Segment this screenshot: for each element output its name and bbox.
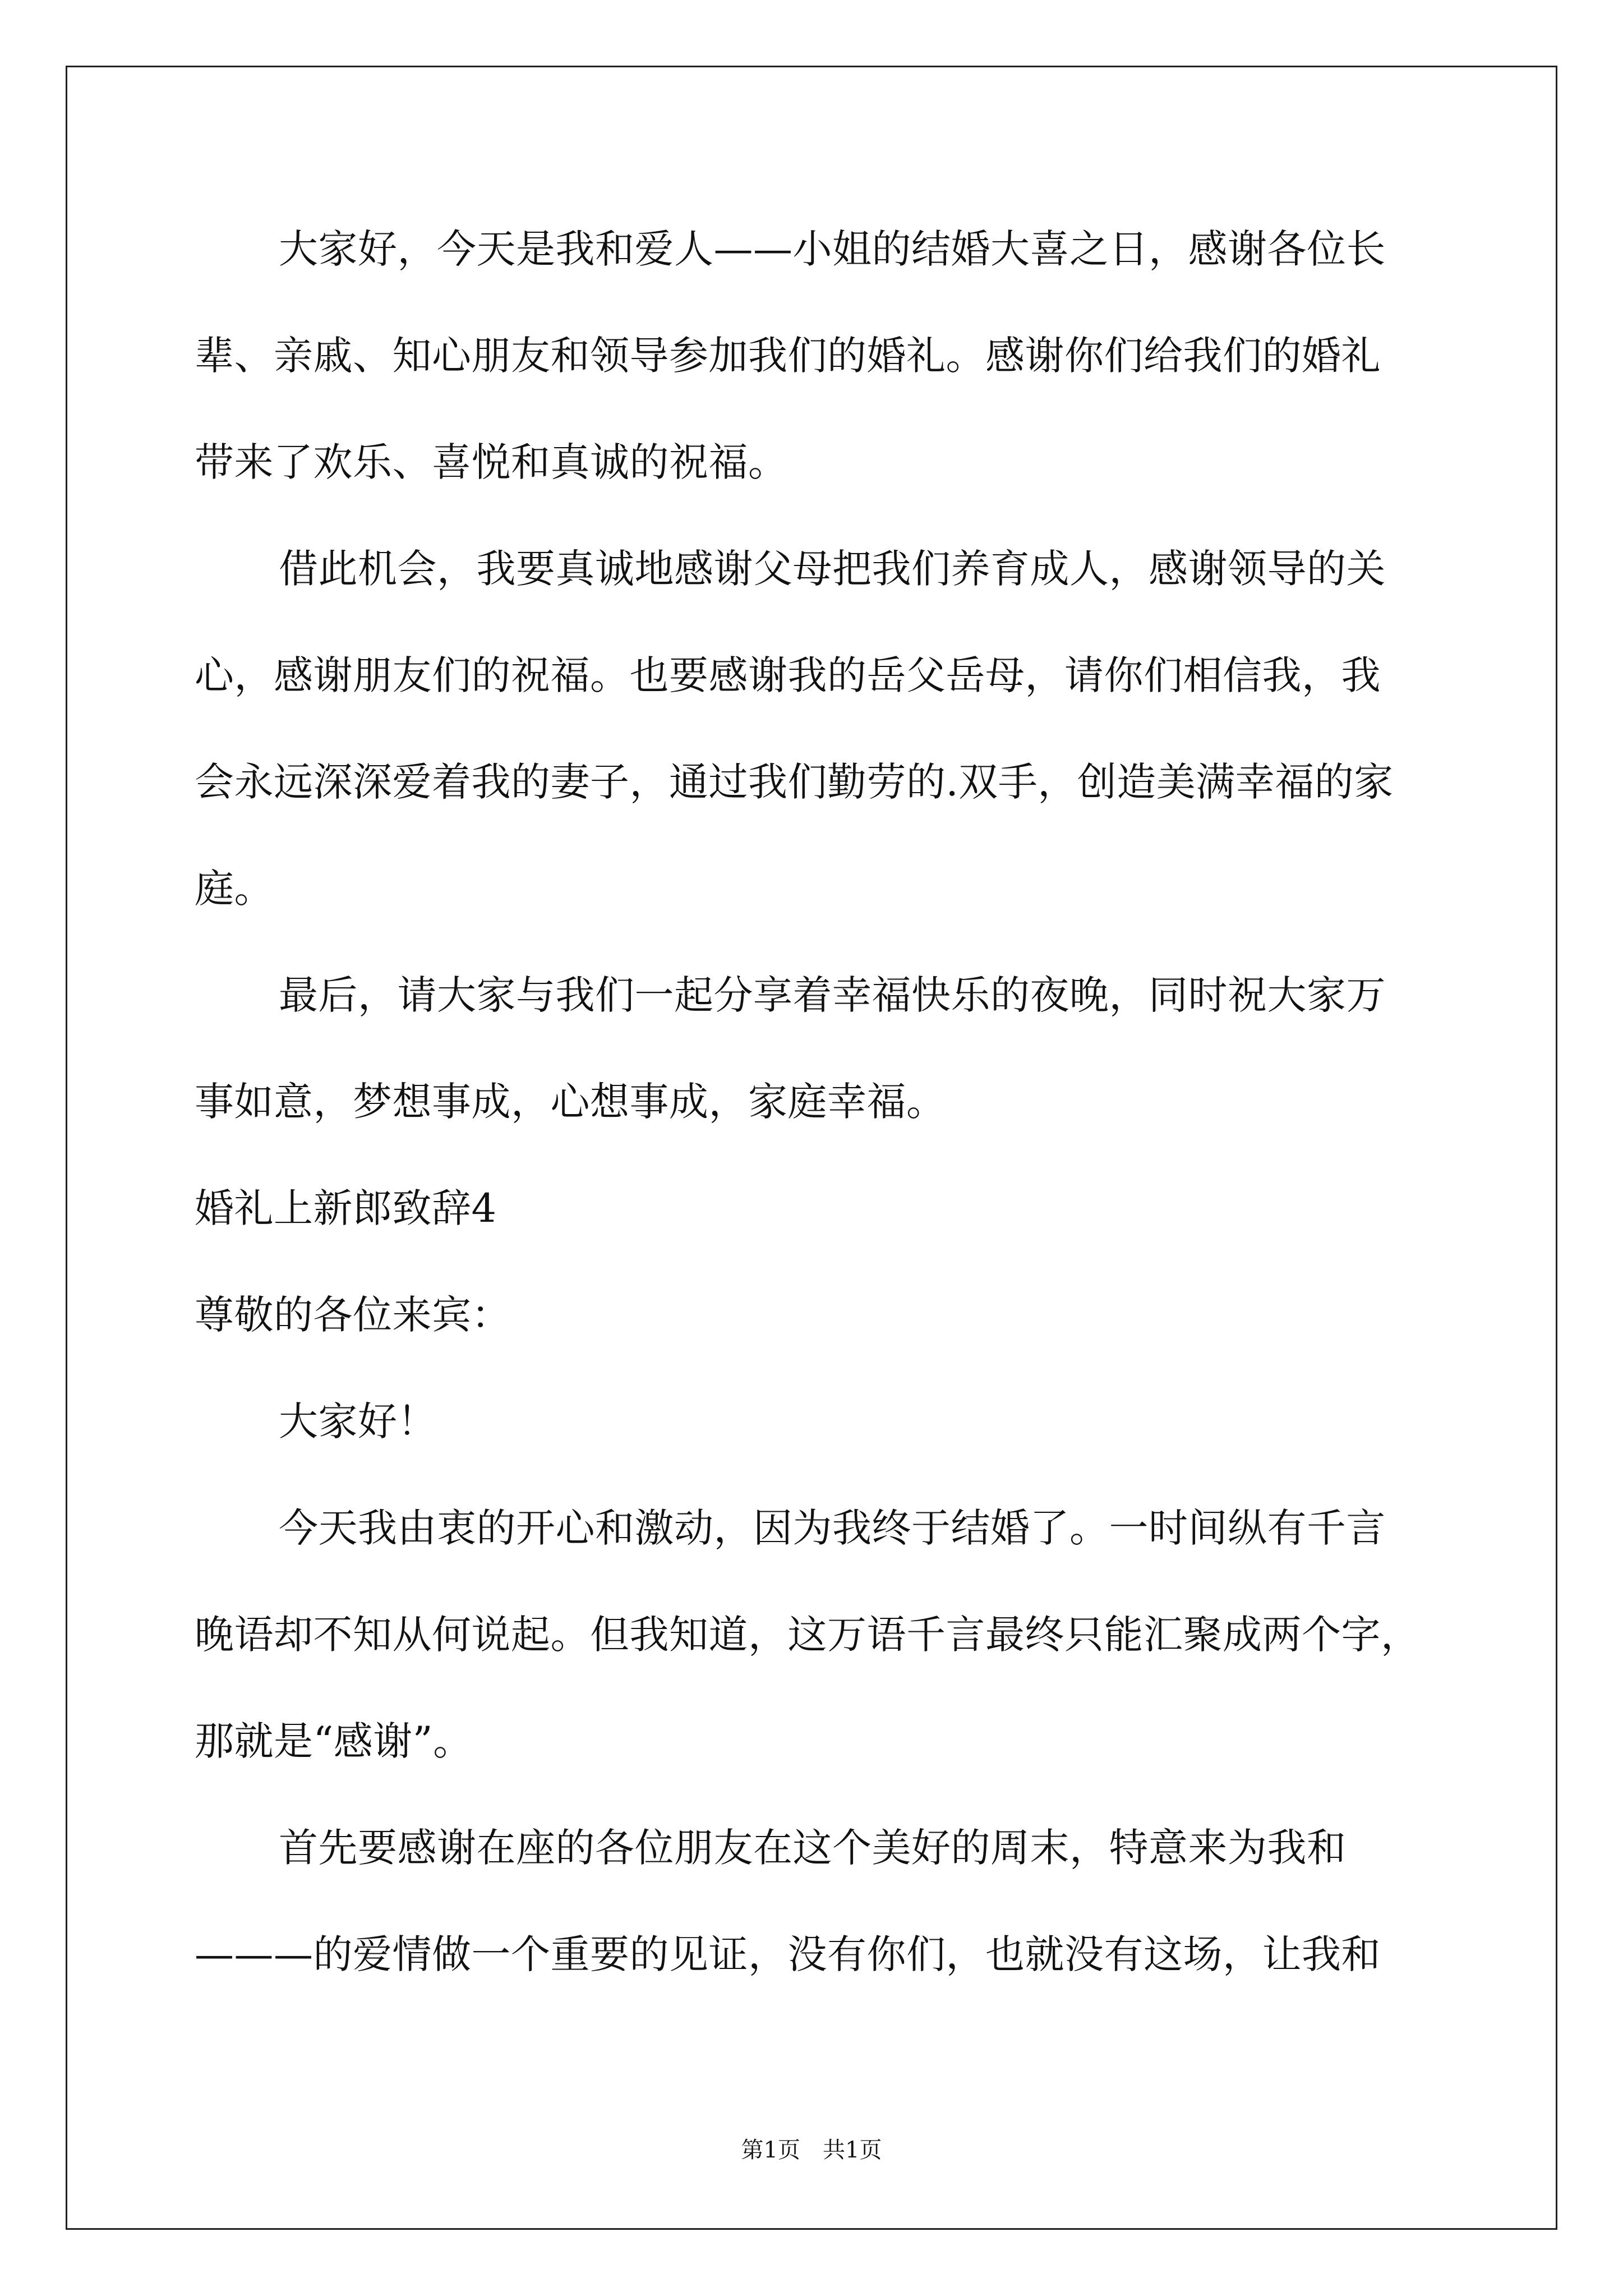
- salutation: 尊敬的各位来宾：: [195, 1292, 511, 1338]
- text-line: 晚语却不知从何说起。但我知道，这万语千言最终只能汇聚成两个字，: [195, 1612, 1421, 1658]
- text-line: 最后，请大家与我们一起分享着幸福快乐的夜晚，同时祝大家万: [279, 972, 1386, 1018]
- text-line: 心，感谢朋友们的祝福。也要感谢我的岳父岳母，请你们相信我，我: [195, 652, 1381, 698]
- page-border: [66, 66, 1557, 2230]
- section-heading: 婚礼上新郎致辞4: [195, 1185, 497, 1231]
- text-line: 庭。: [195, 866, 274, 912]
- text-line: 带来了欢乐、喜悦和真诚的祝福。: [195, 439, 788, 485]
- text-line: 大家好！: [279, 1398, 437, 1444]
- text-line: 首先要感谢在座的各位朋友在这个美好的周末，特意来为我和: [279, 1825, 1347, 1871]
- text-line: 今天我由衷的开心和激动，因为我终于结婚了。一时间纵有千言: [279, 1505, 1386, 1551]
- text-line: 辈、亲戚、知心朋友和领导参加我们的婚礼。感谢你们给我们的婚礼: [195, 333, 1381, 379]
- text-line: ———的爱情做一个重要的见证，没有你们，也就没有这场，让我和: [195, 1931, 1381, 1977]
- page-footer: 第1页 共1页: [741, 2137, 882, 2163]
- text-line: 那就是“感谢”。: [195, 1718, 473, 1764]
- text-line: 事如意，梦想事成，心想事成，家庭幸福。: [195, 1079, 946, 1125]
- text-line: 大家好，今天是我和爱人——小姐的结婚大喜之日，感谢各位长: [279, 226, 1386, 272]
- text-line: 会永远深深爱着我的妻子，通过我们勤劳的.双手，创造美满幸福的家: [195, 759, 1394, 805]
- text-line: 借此机会，我要真诚地感谢父母把我们养育成人，感谢领导的关: [279, 546, 1386, 592]
